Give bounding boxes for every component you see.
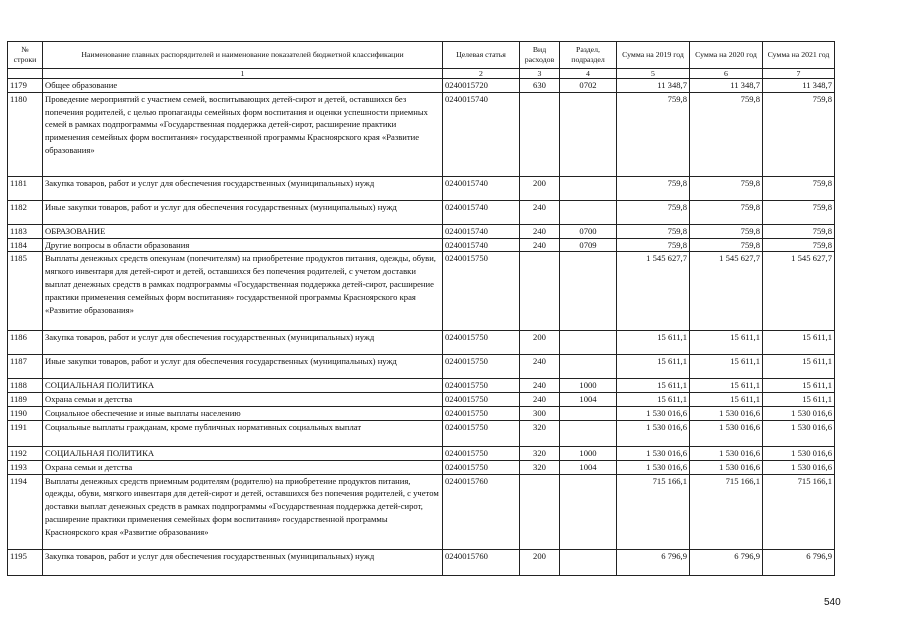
row-name: Социальное обеспечение и иные выплаты населению	[43, 406, 443, 420]
row-sum-2020: 759,8	[690, 92, 763, 176]
row-number: 1180	[8, 92, 43, 176]
row-name: СОЦИАЛЬНАЯ ПОЛИТИКА	[43, 446, 443, 460]
row-sum-2021: 1 530 016,6	[763, 460, 835, 474]
table-row	[8, 176, 835, 200]
row-target-article: 0240015740	[443, 224, 520, 238]
row-section: 1004	[560, 460, 617, 474]
column-number: 3	[520, 69, 560, 79]
row-number: 1188	[8, 379, 43, 393]
row-expense-type: 240	[520, 224, 560, 238]
table-row	[8, 549, 835, 575]
table-row	[8, 355, 835, 379]
column-number	[8, 69, 43, 79]
row-sum-2019: 1 530 016,6	[617, 446, 690, 460]
row-sum-2021: 11 348,7	[763, 79, 835, 93]
row-sum-2020: 1 530 016,6	[690, 460, 763, 474]
row-number: 1185	[8, 252, 43, 331]
row-sum-2020: 1 530 016,6	[690, 420, 763, 446]
row-sum-2021: 759,8	[763, 176, 835, 200]
table-row	[8, 79, 835, 93]
row-sum-2019: 1 530 016,6	[617, 460, 690, 474]
table-row	[8, 200, 835, 224]
row-number: 1179	[8, 79, 43, 93]
row-sum-2020: 759,8	[690, 200, 763, 224]
row-target-article: 0240015750	[443, 460, 520, 474]
row-target-article: 0240015740	[443, 238, 520, 252]
row-target-article: 0240015750	[443, 393, 520, 407]
row-sum-2021: 15 611,1	[763, 393, 835, 407]
row-name: ОБРАЗОВАНИЕ	[43, 224, 443, 238]
row-sum-2020: 1 530 016,6	[690, 446, 763, 460]
column-number: 4	[560, 69, 617, 79]
row-expense-type	[520, 92, 560, 176]
row-number: 1181	[8, 176, 43, 200]
table-row	[8, 379, 835, 393]
row-target-article: 0240015750	[443, 446, 520, 460]
row-sum-2019: 15 611,1	[617, 355, 690, 379]
row-expense-type: 240	[520, 200, 560, 224]
row-sum-2019: 1 545 627,7	[617, 252, 690, 331]
row-sum-2021: 759,8	[763, 200, 835, 224]
row-section	[560, 549, 617, 575]
row-section: 0709	[560, 238, 617, 252]
row-section	[560, 420, 617, 446]
row-sum-2021: 6 796,9	[763, 549, 835, 575]
row-section	[560, 406, 617, 420]
row-section	[560, 92, 617, 176]
row-section: 1004	[560, 393, 617, 407]
row-sum-2020: 1 545 627,7	[690, 252, 763, 331]
row-section	[560, 474, 617, 549]
row-section: 0700	[560, 224, 617, 238]
row-number: 1192	[8, 446, 43, 460]
row-number: 1183	[8, 224, 43, 238]
row-sum-2021: 715 166,1	[763, 474, 835, 549]
table-row	[8, 331, 835, 355]
row-section	[560, 331, 617, 355]
row-expense-type: 320	[520, 446, 560, 460]
table-row	[8, 474, 835, 549]
row-sum-2020: 15 611,1	[690, 355, 763, 379]
column-number: 6	[690, 69, 763, 79]
header-target-article: Целевая статья	[443, 42, 520, 69]
row-sum-2021: 759,8	[763, 224, 835, 238]
row-number: 1195	[8, 549, 43, 575]
row-sum-2021: 1 530 016,6	[763, 420, 835, 446]
row-section: 1000	[560, 379, 617, 393]
row-expense-type: 320	[520, 460, 560, 474]
row-name: Выплаты денежных средств опекунам (попечителям) на приобретение продуктов питания, одежды, обуви, мягкого инвентаря для детей-сирот и детей, оставшихся без попечения родителей, с учетом доставки выплат денежных средств в рамках подпрограммы «Государственная поддержка детей-сирот, расширение практики применения семейных форм воспитания» государственной программы Красноярского края «Развитие образования»	[43, 252, 443, 331]
table-row	[8, 224, 835, 238]
row-sum-2021: 15 611,1	[763, 331, 835, 355]
row-expense-type: 630	[520, 79, 560, 93]
row-sum-2020: 11 348,7	[690, 79, 763, 93]
row-number: 1194	[8, 474, 43, 549]
row-sum-2019: 6 796,9	[617, 549, 690, 575]
row-number: 1189	[8, 393, 43, 407]
header-expense-type: Вид расходов	[520, 42, 560, 69]
row-expense-type: 240	[520, 393, 560, 407]
row-section	[560, 355, 617, 379]
row-target-article: 0240015720	[443, 79, 520, 93]
header-section: Раздел, подраздел	[560, 42, 617, 69]
row-name: Закупка товаров, работ и услуг для обеспечения государственных (муниципальных) нужд	[43, 549, 443, 575]
column-number: 2	[443, 69, 520, 79]
row-expense-type: 300	[520, 406, 560, 420]
table-row	[8, 393, 835, 407]
row-expense-type: 200	[520, 549, 560, 575]
row-sum-2020: 715 166,1	[690, 474, 763, 549]
row-sum-2019: 759,8	[617, 238, 690, 252]
column-number: 7	[763, 69, 835, 79]
header-sum-2020: Сумма на 2020 год	[690, 42, 763, 69]
row-section	[560, 200, 617, 224]
row-sum-2019: 759,8	[617, 224, 690, 238]
table-row	[8, 252, 835, 331]
row-target-article: 0240015760	[443, 549, 520, 575]
row-number: 1182	[8, 200, 43, 224]
row-expense-type	[520, 474, 560, 549]
row-section: 1000	[560, 446, 617, 460]
row-section	[560, 252, 617, 331]
row-sum-2020: 15 611,1	[690, 331, 763, 355]
row-expense-type: 320	[520, 420, 560, 446]
row-sum-2021: 1 530 016,6	[763, 446, 835, 460]
row-sum-2019: 759,8	[617, 176, 690, 200]
row-name: СОЦИАЛЬНАЯ ПОЛИТИКА	[43, 379, 443, 393]
row-sum-2019: 15 611,1	[617, 379, 690, 393]
row-target-article: 0240015740	[443, 92, 520, 176]
row-number: 1186	[8, 331, 43, 355]
row-name: Другие вопросы в области образования	[43, 238, 443, 252]
table-row	[8, 420, 835, 446]
row-number: 1184	[8, 238, 43, 252]
row-sum-2020: 1 530 016,6	[690, 406, 763, 420]
row-sum-2019: 15 611,1	[617, 331, 690, 355]
row-name: Проведение мероприятий с участием семей, воспитывающих детей-сирот и детей, оставшихся без попечения родителей, с целью пропаганды семейных форм воспитания и оценки успешности приемных семей в рамках подпрограммы «Государственная поддержка детей-сирот, расширение практики применения семейных форм воспитания» государственной программы Красноярского края «Развитие образования»	[43, 92, 443, 176]
row-expense-type: 200	[520, 331, 560, 355]
row-name: Закупка товаров, работ и услуг для обеспечения государственных (муниципальных) нужд	[43, 176, 443, 200]
row-sum-2020: 759,8	[690, 224, 763, 238]
row-number: 1187	[8, 355, 43, 379]
table-body	[8, 79, 835, 576]
row-number: 1191	[8, 420, 43, 446]
row-target-article: 0240015750	[443, 355, 520, 379]
row-name: Общее образование	[43, 79, 443, 93]
row-target-article: 0240015760	[443, 474, 520, 549]
table-header	[8, 42, 835, 79]
row-expense-type: 240	[520, 379, 560, 393]
page-number: 540	[824, 597, 841, 608]
row-sum-2020: 15 611,1	[690, 379, 763, 393]
row-expense-type: 240	[520, 238, 560, 252]
header-sum-2019: Сумма на 2019 год	[617, 42, 690, 69]
table-row	[8, 406, 835, 420]
row-number: 1193	[8, 460, 43, 474]
row-sum-2019: 759,8	[617, 200, 690, 224]
row-sum-2021: 1 530 016,6	[763, 406, 835, 420]
row-sum-2019: 1 530 016,6	[617, 420, 690, 446]
row-name: Выплаты денежных средств приемным родителям (родителю) на приобретение продуктов питания, одежды, обуви, мягкого инвентаря для детей-сирот и детей, оставшихся без попечения родителей, с учетом доставки выплат денежных средств в рамках подпрограммы «Государственная поддержка детей-сирот, расширение практики применения семейных форм воспитания» государственной программы Красноярского края «Развитие образования»	[43, 474, 443, 549]
header-sum-2021: Сумма на 2021 год	[763, 42, 835, 69]
header-row-number: № строки	[8, 42, 43, 69]
row-name: Иные закупки товаров, работ и услуг для обеспечения государственных (муниципальных) нужд	[43, 355, 443, 379]
table-row	[8, 238, 835, 252]
header-name: Наименование главных распорядителей и наименование показателей бюджетной классификации	[43, 42, 443, 69]
table-row	[8, 460, 835, 474]
row-target-article: 0240015750	[443, 420, 520, 446]
row-name: Социальные выплаты гражданам, кроме публичных нормативных социальных выплат	[43, 420, 443, 446]
row-sum-2020: 6 796,9	[690, 549, 763, 575]
row-sum-2019: 715 166,1	[617, 474, 690, 549]
row-expense-type: 200	[520, 176, 560, 200]
row-expense-type	[520, 252, 560, 331]
row-sum-2020: 15 611,1	[690, 393, 763, 407]
row-target-article: 0240015750	[443, 406, 520, 420]
row-sum-2019: 1 530 016,6	[617, 406, 690, 420]
row-sum-2021: 1 545 627,7	[763, 252, 835, 331]
table-row	[8, 92, 835, 176]
row-number: 1190	[8, 406, 43, 420]
column-number: 5	[617, 69, 690, 79]
row-name: Закупка товаров, работ и услуг для обеспечения государственных (муниципальных) нужд	[43, 331, 443, 355]
row-section: 0702	[560, 79, 617, 93]
row-section	[560, 176, 617, 200]
row-sum-2019: 15 611,1	[617, 393, 690, 407]
row-name: Охрана семьи и детства	[43, 460, 443, 474]
table-row	[8, 446, 835, 460]
row-target-article: 0240015750	[443, 331, 520, 355]
row-sum-2021: 15 611,1	[763, 379, 835, 393]
row-sum-2021: 15 611,1	[763, 355, 835, 379]
budget-table	[7, 41, 835, 576]
row-sum-2021: 759,8	[763, 238, 835, 252]
row-sum-2020: 759,8	[690, 176, 763, 200]
row-target-article: 0240015750	[443, 252, 520, 331]
row-sum-2021: 759,8	[763, 92, 835, 176]
column-number: 1	[43, 69, 443, 79]
row-expense-type: 240	[520, 355, 560, 379]
row-target-article: 0240015740	[443, 200, 520, 224]
row-sum-2019: 11 348,7	[617, 79, 690, 93]
row-name: Охрана семьи и детства	[43, 393, 443, 407]
row-name: Иные закупки товаров, работ и услуг для обеспечения государственных (муниципальных) нужд	[43, 200, 443, 224]
row-sum-2019: 759,8	[617, 92, 690, 176]
row-target-article: 0240015740	[443, 176, 520, 200]
row-target-article: 0240015750	[443, 379, 520, 393]
row-sum-2020: 759,8	[690, 238, 763, 252]
